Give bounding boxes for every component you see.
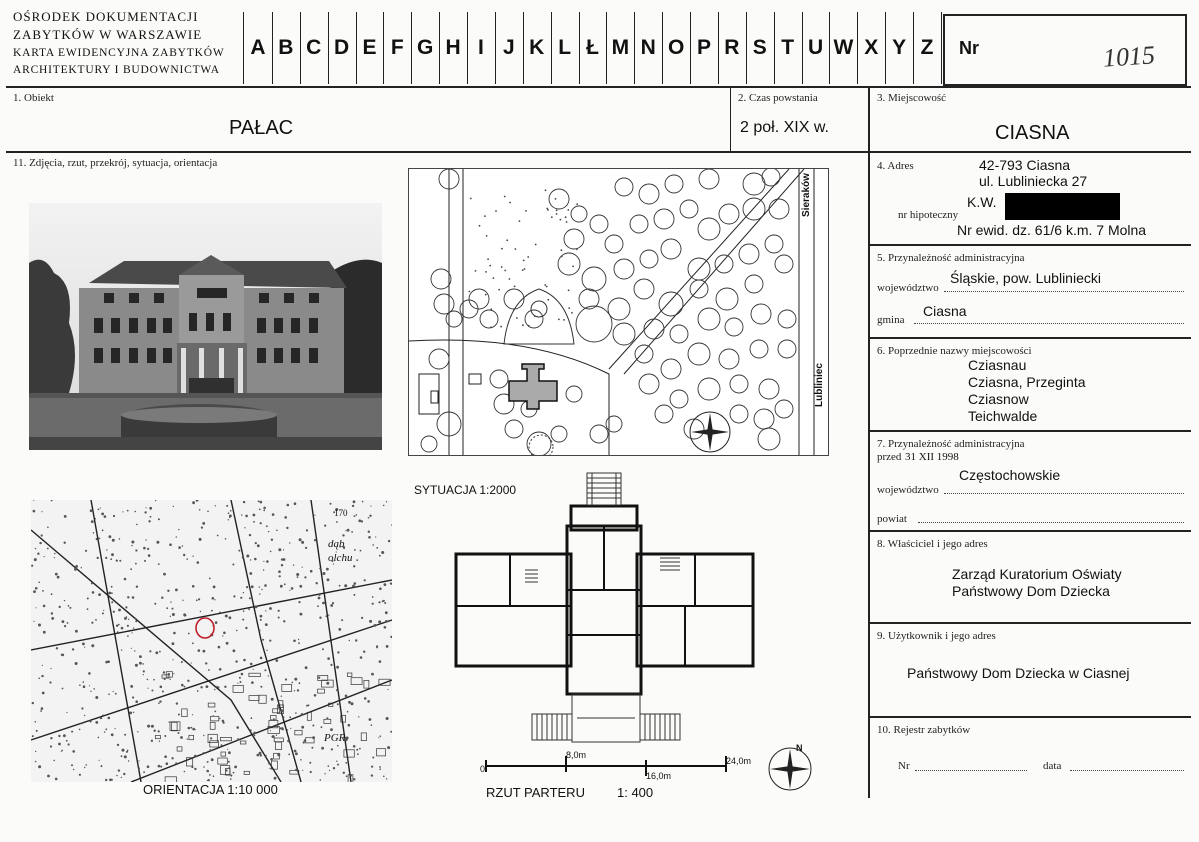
scale-24: 24,0m xyxy=(726,756,752,766)
powiat-label: powiat xyxy=(877,513,907,525)
index-letter: G xyxy=(411,12,440,84)
scale-0: 0 xyxy=(480,764,486,774)
former-name-4: Teichwalde xyxy=(968,408,1038,424)
index-letter: L xyxy=(551,12,580,84)
nr-box xyxy=(943,14,1187,86)
field-2-label: 2. Czas powstania xyxy=(738,92,818,104)
field-8-label: 8. Właściciel i jego adres xyxy=(877,538,988,550)
field-7-label: 7. Przynależność administracyjna xyxy=(877,438,1025,450)
locality-name: CIASNA xyxy=(995,122,1070,144)
map-text-dab: dąb xyxy=(328,538,345,550)
gmina-value: Ciasna xyxy=(923,303,967,319)
north-arrow-icon xyxy=(767,743,813,792)
street-label-sierakow: Sieraków xyxy=(801,173,812,217)
before-date: 31 XII 1998 xyxy=(905,451,959,463)
index-letter: N xyxy=(634,12,663,84)
field-1-label: 1. Obiekt xyxy=(13,92,54,104)
former-name-3: Cziasnow xyxy=(968,391,1029,407)
index-letter: Z xyxy=(913,12,942,84)
voivodeship-value: Śląskie, pow. Lubliniecki xyxy=(950,270,1101,286)
map-text-olchu: olchu xyxy=(328,552,353,564)
index-letter: R xyxy=(718,12,747,84)
scale-bar xyxy=(480,750,752,782)
index-letter: F xyxy=(383,12,412,84)
index-letter: D xyxy=(328,12,357,84)
object-name: PAŁAC xyxy=(229,117,294,139)
header-line-2: ZABYTKÓW W WARSZAWIE xyxy=(13,27,203,42)
user-value: Państwowy Dom Dziecka w Ciasnej xyxy=(907,665,1130,681)
owner-line-2: Państwowy Dom Dziecka xyxy=(952,583,1110,599)
field-9-label: 9. Użytkownik i jego adres xyxy=(877,630,996,642)
address-line-1: 42-793 Ciasna xyxy=(979,157,1071,173)
register-nr-label: Nr xyxy=(898,760,910,772)
index-letter: J xyxy=(495,12,524,84)
map-text-170: 170 xyxy=(334,508,348,518)
index-letter: Ł xyxy=(579,12,608,84)
index-letter: O xyxy=(662,12,691,84)
index-letter: T xyxy=(774,12,803,84)
redacted-box xyxy=(1005,193,1120,220)
land-register-label: K.W. xyxy=(967,194,997,210)
index-letter: C xyxy=(300,12,329,84)
header-line-3: KARTA EWIDENCYJNA ZABYTKÓW xyxy=(13,47,225,59)
index-letter: W xyxy=(829,12,858,84)
construction-period: 2 poł. XIX w. xyxy=(740,119,829,136)
field-4-label: 4. Adres xyxy=(877,160,914,172)
nr-label: Nr xyxy=(959,38,980,58)
index-letter: U xyxy=(802,12,831,84)
index-letter: S xyxy=(746,12,775,84)
former-name-1: Cziasnau xyxy=(968,357,1027,373)
voivodeship-label-2: województwo xyxy=(877,484,939,496)
floor-plan-scale: 1: 400 xyxy=(617,785,654,800)
parcel-number: Nr ewid. dz. 61/6 k.m. 7 Molna xyxy=(957,222,1147,238)
mortgage-label: nr hipoteczny xyxy=(898,209,959,221)
index-letter: M xyxy=(606,12,635,84)
scale-16: 16,0m xyxy=(646,771,672,781)
index-letter: I xyxy=(467,12,496,84)
palace-photo xyxy=(29,203,382,450)
register-date-label: data xyxy=(1043,760,1062,772)
field-10-label: 10. Rejestr zabytków xyxy=(877,724,971,736)
field-3-label: 3. Miejscowość xyxy=(877,92,947,104)
field-6-label: 6. Poprzednie nazwy miejscowości xyxy=(877,345,1032,357)
former-name-2: Cziasna, Przeginta xyxy=(968,374,1086,390)
site-plan-drawing xyxy=(408,168,829,456)
index-letter: E xyxy=(356,12,385,84)
site-plan-caption: SYTUACJA 1:2000 xyxy=(414,483,517,497)
header-line-4: ARCHITEKTURY I BUDOWNICTWA xyxy=(13,64,220,76)
voivodeship-label: województwo xyxy=(877,282,939,294)
index-letter: X xyxy=(857,12,886,84)
street-label-lubliniec: Lubliniec xyxy=(814,363,825,407)
ground-floor-plan xyxy=(440,470,770,745)
index-letter: B xyxy=(272,12,301,84)
address-line-2: ul. Lubliniecka 27 xyxy=(979,173,1088,189)
compass-rose-icon xyxy=(689,411,731,453)
scale-8: 8,0m xyxy=(566,750,587,760)
owner-line-1: Zarząd Kuratorium Oświaty xyxy=(952,566,1122,582)
field-5-label: 5. Przynależność administracyjna xyxy=(877,252,1025,264)
former-voivodeship: Częstochowskie xyxy=(959,467,1061,483)
map-text-pgr: PGR xyxy=(324,732,346,744)
north-label: N xyxy=(796,743,803,753)
field-11-label: 11. Zdjęcia, rzut, przekrój, sytuacja, orientacja xyxy=(13,157,218,169)
index-letter: H xyxy=(439,12,468,84)
orientation-map xyxy=(31,500,392,782)
before-label: przed xyxy=(877,451,902,463)
header-line-1: OŚRODEK DOKUMENTACJI xyxy=(13,9,199,24)
gmina-label: gmina xyxy=(877,314,905,326)
index-letter: P xyxy=(690,12,719,84)
index-letter: K xyxy=(523,12,552,84)
floor-plan-caption: RZUT PARTERU xyxy=(486,785,585,800)
index-letter: Y xyxy=(885,12,914,84)
nr-value: 1015 xyxy=(1102,40,1156,73)
orientation-caption: ORIENTACJA 1:10 000 xyxy=(143,782,278,797)
index-letter: A xyxy=(244,12,273,84)
